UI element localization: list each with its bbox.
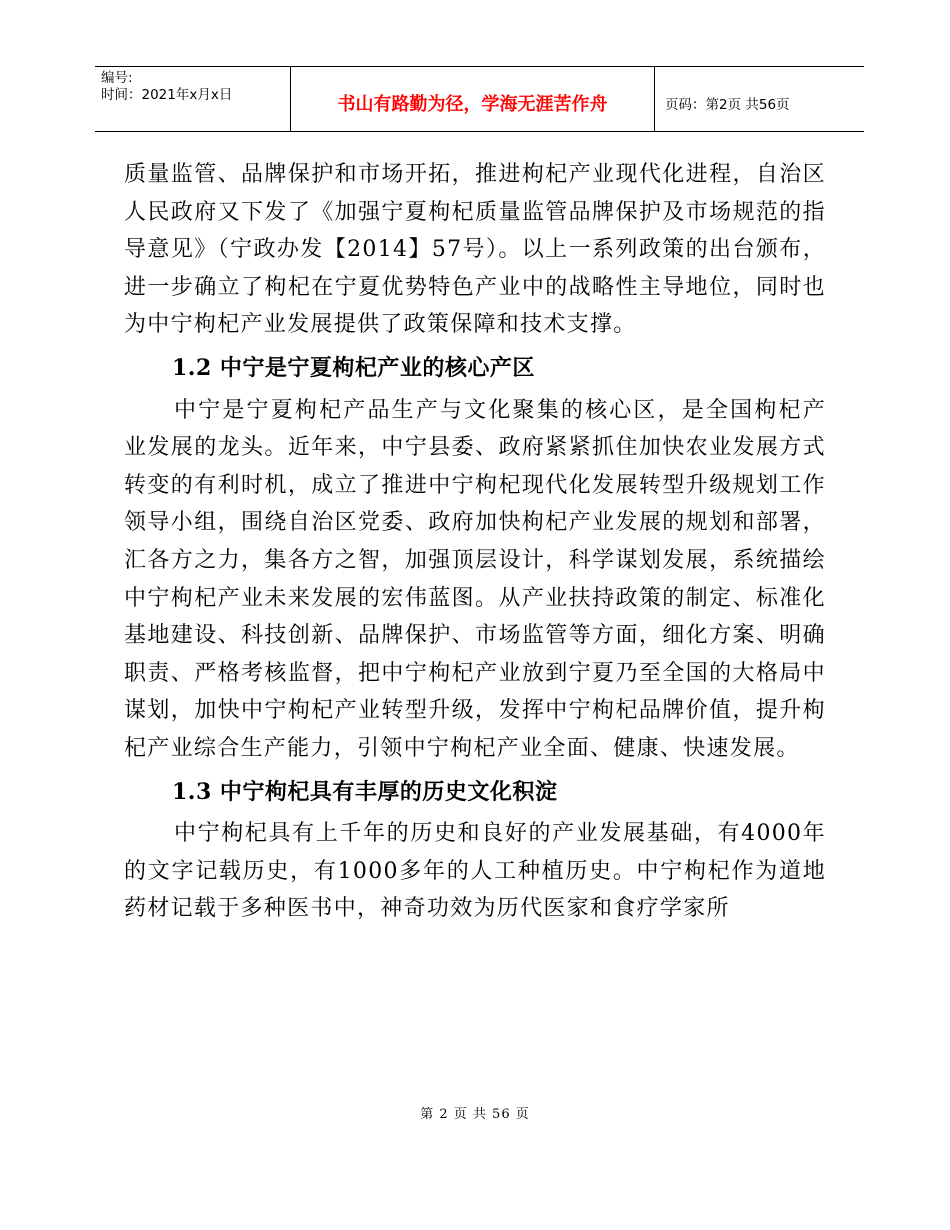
header-motto: 书山有路勤为径，学海无涯苦作舟 xyxy=(291,67,655,131)
body-paragraph-2: 中宁是宁夏枸杞产品生产与文化聚集的核心区，是全国枸杞产业发展的龙头。近年来，中宁县委、政府紧紧抓住加快农业发展方式转变的有利时机，成立了推进中宁枸杞现代化发展转型升级规划工作领导小组，围绕自治区党委、政府加快枸杞产业发展的规划和部署，汇各方之力，集各方之智，加强顶层设计，科学谋划发展，系统描绘中宁枸杞产业未来发展的宏伟蓝图。从产业扶持政策的制定、标准化基地建设、科技创新、品牌保护、市场监管等方面，细化方案、明确职责、严格考核监督，把中宁枸杞产业放到宁夏乃至全国的大格局中谋划，加快中宁枸杞产业转型升级，发挥中宁枸杞品牌价值，提升枸杞产业综合生产能力，引领中宁枸杞产业全面、健康、快速发展。 xyxy=(124,397,826,761)
body-paragraph-3: 中宁枸杞具有上千年的历史和良好的产业发展基础，有4000年的文字记载历史，有1000多年的人工种植历史。中宁枸杞作为道地药材记载于多种医书中，神奇功效为历代医家和食疗学家所 xyxy=(124,821,826,922)
document-body xyxy=(124,156,826,928)
body-paragraph-1: 质量监管、品牌保护和市场开拓，推进枸杞产业现代化进程，自治区人民政府又下发了《加强宁夏枸杞质量监管品牌保护及市场规范的指导意见》（宁政办发【2014】57号）。以上一系列政策的出台颁布，进一步确立了枸杞在宁夏优势特色产业中的战略性主导地位，同时也为中宁枸杞产业发展提供了政策保障和技术支撑。 xyxy=(124,162,826,338)
header-code-label: 编号: xyxy=(101,70,133,86)
page-footer: 第 2 页 共 56 页 xyxy=(420,1107,530,1122)
section-heading-1-2: 1.2 中宁是宁夏枸杞产业的核心产区 xyxy=(172,354,535,381)
document-header xyxy=(95,66,864,132)
header-meta xyxy=(95,67,291,131)
header-page-info: 页码：第2页 共56页 xyxy=(665,97,790,113)
header-time-label: 时间：2021年x月x日 xyxy=(101,87,233,103)
section-heading-1-3: 1.3 中宁枸杞具有丰厚的历史文化积淀 xyxy=(172,778,558,805)
